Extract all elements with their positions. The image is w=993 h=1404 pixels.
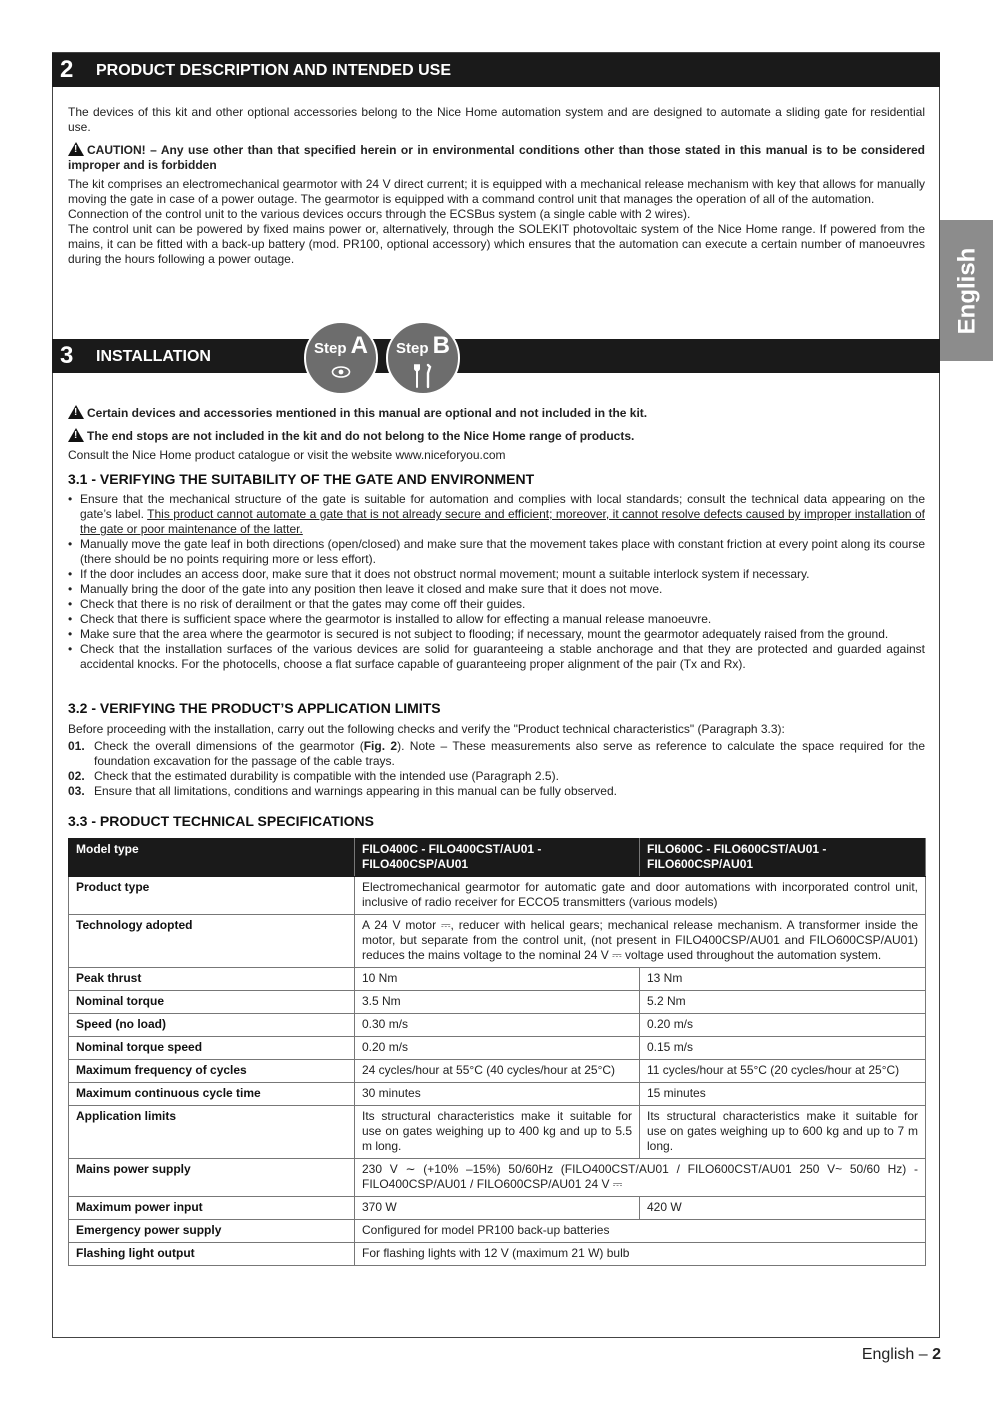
table-row xyxy=(69,1106,926,1159)
row-label: Maximum frequency of cycles xyxy=(69,1060,355,1083)
table-row xyxy=(69,1243,926,1266)
list-item: • Check that the installation surfaces of the various devices are solid for guaranteeing a stable anchorage and that they are protected and guarded against accidental knocks. For the photocells, choose a flat surface capable of guaranteeing proper alignment of the pair (Tx and Rx). xyxy=(68,642,925,672)
row-value: 0.20 m/s xyxy=(355,1037,640,1060)
header-filo400: FILO400C - FILO400CST/AU01 - FILO400CSP/AU01 xyxy=(355,839,640,877)
header-model-type: Model type xyxy=(69,839,355,877)
list-3-1 xyxy=(68,492,925,672)
footer-language: English – xyxy=(861,1346,928,1363)
list-item: • Manually move the gate leaf in both directions (open/closed) and make sure that the movement takes place with constant friction at every point along its course (there should be no points requiring more or less effort). xyxy=(68,537,925,567)
row-label: Emergency power supply xyxy=(69,1220,355,1243)
spec-table xyxy=(68,838,926,1266)
item-number: 01. xyxy=(68,739,85,753)
row-value: Configured for model PR100 back-up batteries xyxy=(355,1220,926,1243)
warning-endstops-text: The end stops are not included in the kit and do not belong to the Nice Home range of products. xyxy=(87,429,635,443)
table-row xyxy=(69,1197,926,1220)
heading-3-3: 3.3 - PRODUCT TECHNICAL SPECIFICATIONS xyxy=(68,813,374,829)
caution-paragraph xyxy=(68,140,925,173)
list-item: • Check that there is sufficient space where the gearmotor is installed to allow for effecting a manual release manoeuvre. xyxy=(68,612,925,627)
kit-paragraph: The kit comprises an electromechanical gearmotor with 24 V direct current; it is equipped with a mechanical release mechanism with key that allows for manually moving the gate in case of a power outage. The gearmotor is equipped with a command control unit that manages the operation of all of the automation. xyxy=(68,177,925,206)
row-label: Application limits xyxy=(69,1106,355,1159)
list-item: • Manually bring the door of the gate into any position then leave it closed and make sure that it does not move. xyxy=(68,582,925,597)
heading-3-2: 3.2 - VERIFYING THE PRODUCT’S APPLICATION LIMITS xyxy=(68,700,441,716)
step-b-badge xyxy=(386,321,460,395)
row-label: Nominal torque speed xyxy=(69,1037,355,1060)
language-tab-label: English xyxy=(953,247,980,334)
list-item: • If the door includes an access door, make sure that it does not obstruct normal movement; mount a suitable interlock system if necessary. xyxy=(68,567,925,582)
checks-intro: Before proceeding with the installation, carry out the following checks and verify the "Product technical characteristics" (Paragraph 3.3): xyxy=(68,722,785,736)
step-a-letter: A xyxy=(350,332,369,359)
row-value: 30 minutes xyxy=(355,1083,640,1106)
warning-icon xyxy=(68,405,84,419)
page-footer xyxy=(862,1345,941,1365)
list-item-text: Ensure that the mechanical structure of the gate is suitable for automation and complies with local standards; consult the technical data appearing on the gate’s label. xyxy=(80,492,925,521)
item-text: Ensure that all limitations, conditions and warnings appearing in this manual can be fully observed. xyxy=(94,784,617,798)
section-2-body xyxy=(68,105,925,267)
row-label: Product type xyxy=(69,877,355,915)
table-row xyxy=(69,1014,926,1037)
step-b-letter: B xyxy=(432,332,451,359)
table-row xyxy=(69,1037,926,1060)
row-label: Maximum continuous cycle time xyxy=(69,1083,355,1106)
item-text: Check that the estimated durability is compatible with the intended use (Paragraph 2.5). xyxy=(94,769,559,783)
list-item xyxy=(68,784,925,799)
section-3-number: 3 xyxy=(60,342,74,369)
section-2-title: PRODUCT DESCRIPTION AND INTENDED USE xyxy=(96,62,451,79)
list-item: • Make sure that the area where the gearmotor is secured is not subject to flooding; if necessary, mount the gearmotor adequately raised from the ground. xyxy=(68,627,925,642)
table-row xyxy=(69,915,926,968)
section-3-title: INSTALLATION xyxy=(96,348,211,365)
warning-endstops xyxy=(68,426,925,444)
row-label: Technology adopted xyxy=(69,915,355,968)
section-2-number: 2 xyxy=(60,56,74,83)
table-row xyxy=(69,1220,926,1243)
row-label: Maximum power input xyxy=(69,1197,355,1220)
row-value: 0.15 m/s xyxy=(640,1037,926,1060)
heading-3-1: 3.1 - VERIFYING THE SUITABILITY OF THE GATE AND ENVIRONMENT xyxy=(68,471,535,487)
row-value: 0.30 m/s xyxy=(355,1014,640,1037)
table-row xyxy=(69,1159,926,1197)
eye-icon xyxy=(306,365,376,384)
header-filo600: FILO600C - FILO600CST/AU01 - FILO600CSP/AU01 xyxy=(640,839,926,877)
item-text: Check the overall dimensions of the gearmotor ( xyxy=(94,739,364,753)
table-row xyxy=(69,991,926,1014)
list-item xyxy=(68,492,925,537)
row-value: Electromechanical gearmotor for automatic gate and door automations with incorporated control unit, inclusive of radio receiver for ECCO5 transmitters (various models) xyxy=(355,877,926,915)
list-item xyxy=(68,739,925,769)
row-value: 5.2 Nm xyxy=(640,991,926,1014)
language-tab xyxy=(940,220,993,361)
row-value: 0.20 m/s xyxy=(640,1014,926,1037)
warning-icon xyxy=(68,428,84,442)
tools-icon xyxy=(388,363,458,394)
connection-paragraph: Connection of the control unit to the various devices occurs through the ECSBus system (a single cable with 2 wires). xyxy=(68,207,691,221)
list-item: • Check that there is no risk of derailment or that the gates may come off their guides. xyxy=(68,597,925,612)
intro-paragraph: The devices of this kit and other optional accessories belong to the Nice Home automation system and are designed to automate a sliding gate for residential use. xyxy=(68,105,925,134)
table-row xyxy=(69,1060,926,1083)
row-value: 15 minutes xyxy=(640,1083,926,1106)
row-value: 13 Nm xyxy=(640,968,926,991)
row-value: 3.5 Nm xyxy=(355,991,640,1014)
item-text: ). Note – These measurements also serve as reference to calculate the space required for the foundation excavation for the passage of the cable trays. xyxy=(94,739,925,768)
row-label: Peak thrust xyxy=(69,968,355,991)
row-value: For flashing lights with 12 V (maximum 21 W) bulb xyxy=(355,1243,926,1266)
step-a-word: Step xyxy=(313,340,347,357)
list-item xyxy=(68,769,925,784)
section-2-header xyxy=(52,53,940,87)
row-value: 10 Nm xyxy=(355,968,640,991)
table-row xyxy=(69,877,926,915)
row-value: 370 W xyxy=(355,1197,640,1220)
power-paragraph: The control unit can be powered by fixed mains power or, alternatively, through the SOLEKIT photovoltaic system of the Nice Home range. If powered from the mains, it can be fitted with a back-up battery (mod. PR100, optional accessory) which ensures that the automation can execute a certain number of manoeuvres during the hours following a power outage. xyxy=(68,222,925,266)
list-item-underlined: This product cannot automate a gate that is not already secure and efficient; moreover, it cannot resolve defects caused by improper installation of the gate or poor maintenance of the latter. xyxy=(80,507,925,536)
row-value: A 24 V motor ⎓, reducer with helical gears; mechanical release mechanism. A transformer inside the motor, but separate from the control unit, (not present in FILO400CSP/AU01 and FILO600CSP/AU01) reduces the mains voltage to the nominal 24 V ⎓ voltage used throughout the automation system. xyxy=(355,915,926,968)
row-value: 11 cycles/hour at 55°C (20 cycles/hour at 25°C) xyxy=(640,1060,926,1083)
row-value: 24 cycles/hour at 55°C (40 cycles/hour at 25°C) xyxy=(355,1060,640,1083)
warning-optional-text: Certain devices and accessories mentioned in this manual are optional and not included in the kit. xyxy=(87,406,648,420)
row-label: Speed (no load) xyxy=(69,1014,355,1037)
row-label: Mains power supply xyxy=(69,1159,355,1197)
row-label: Flashing light output xyxy=(69,1243,355,1266)
row-label: Nominal torque xyxy=(69,991,355,1014)
consult-text: Consult the Nice Home product catalogue or visit the website www.niceforyou.com xyxy=(68,448,506,462)
item-number: 02. xyxy=(68,769,85,783)
row-value: Its structural characteristics make it suitable for use on gates weighing up to 400 kg and up to 5.5 m long. xyxy=(355,1106,640,1159)
section-3-header xyxy=(52,339,940,373)
item-number: 03. xyxy=(68,784,85,798)
table-row xyxy=(69,1083,926,1106)
row-value: 420 W xyxy=(640,1197,926,1220)
list-3-2 xyxy=(68,722,925,799)
caution-text: CAUTION! – Any use other than that specified herein or in environmental conditions other than those stated in this manual is to be considered improper and is forbidden xyxy=(68,143,925,172)
warning-icon xyxy=(68,142,84,156)
section-3-notes xyxy=(68,403,925,463)
step-b-word: Step xyxy=(395,340,429,357)
figure-ref: Fig. 2 xyxy=(363,739,398,753)
table-row xyxy=(69,968,926,991)
row-value: Its structural characteristics make it suitable for use on gates weighing up to 600 kg and up to 7 m long. xyxy=(640,1106,926,1159)
warning-optional xyxy=(68,403,925,421)
table-header-row xyxy=(69,839,926,877)
step-a-badge xyxy=(304,321,378,395)
row-value: 230 V ∼ (+10% –15%) 50/60Hz (FILO400CST/AU01 / FILO600CST/AU01 250 V~ 50/60 Hz) - FILO400CSP/AU01 / FILO600CSP/AU01 24 V ⎓ xyxy=(355,1159,926,1197)
page-number: 2 xyxy=(932,1346,941,1363)
